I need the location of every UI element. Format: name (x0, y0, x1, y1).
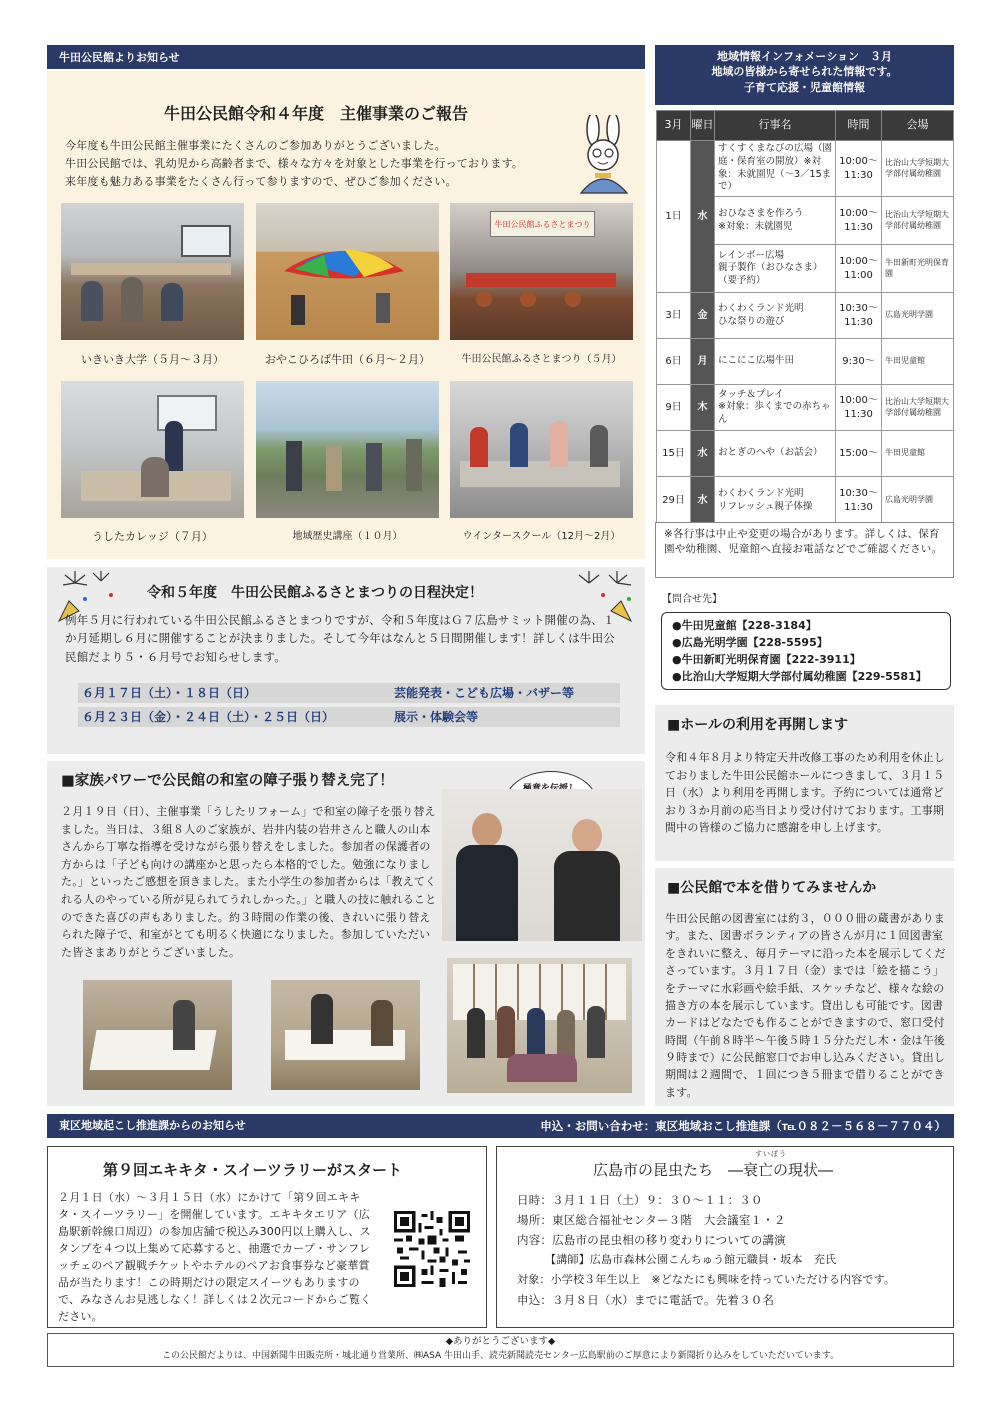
thanks-box (47, 1333, 954, 1367)
sweets-box (47, 1146, 487, 1328)
matsuri-banner: 牛田公民館ふるさとまつり (490, 211, 595, 237)
sweets-text: ２月１日（水）～３月１５日（水）にかけて「第９回エキキタ・スイーツラリー」を開催しています。エキキタエリア（広島駅新幹線口周辺）の参加店舗で税込み300円以上購入し、スタンプを４つ以上集めて応募すると、抽選でカープ・サンフレッチェのペア観戦チケットやホテルのペアお食事券など豪華賞品が当たります！この時期だけの限定スイーツもありますので、みなさんお見逃しなく！詳しくは２次元コードからご覧ください。 (58, 1191, 372, 1324)
thanks-title: ◆ありがとうございます◆ (445, 1336, 556, 1347)
event-name: タッチ＆プレイ ※対象：歩くまでの赤ちゃん (715, 385, 836, 431)
event-row (657, 339, 954, 385)
festival-row-2 (78, 707, 620, 727)
report-title: 牛田公民館令和４年度 主催事業のご報告 (164, 104, 469, 123)
col-event: 行事名 (715, 111, 836, 141)
event-row (657, 431, 954, 477)
event-place: 比治山大学短期大学部付属幼稚園 (882, 197, 954, 245)
event-time: 10:30～ 11:30 (836, 293, 882, 339)
event-row (657, 477, 954, 525)
event-time: 10:00～ 11:00 (836, 245, 882, 293)
festival-row-2-date: ６月２３日（金）・２４日（土）・２５日（日） (82, 710, 335, 724)
event-time: 10:00～ 11:30 (836, 197, 882, 245)
insects-line-1: 日時：３月１１日（土）９：３０～１１：３０ (517, 1193, 763, 1207)
hall-text: 令和４年８月より特定天井改修工事のため利用を休止しておりました牛田公民館ホールにつきまして、３月１５日（水）より利用を再開します。予約については通常どおり３か月前の応当日より受け付けております。工事期間中の皆様のご協力に感謝を申し上げます。 (665, 751, 945, 835)
festival-text: 例年５月に行われている牛田公民館ふるさとまつりですが、令和５年度はＧ７広島サミット開催の為、１か月延期し６月に開催することが決まりました。そして今年はなんと５日間開催します！詳しくは牛田公民館だより５・６月号でお知らせします。 (65, 613, 615, 664)
info-header (655, 45, 954, 105)
insects-line-6: 申込：３月８日（水）までに電話で。先着３０名 (517, 1293, 775, 1307)
photo-shoji-group (447, 958, 632, 1093)
caption-college: うしたカレッジ（７月） (92, 530, 213, 543)
event-dow: 木 (691, 385, 715, 431)
festival-row-1-date: ６月１７日（土）・１８日（日） (82, 686, 257, 700)
event-dow: 水 (691, 431, 715, 477)
contact-2: ●広島光明学園【228-5595】 (672, 636, 828, 649)
info-header-line-3: 子育て応援・児童館情報 (744, 80, 865, 94)
event-day: 15日 (657, 431, 691, 477)
shoji-text: ２月１９日（日）、主催事業「うしたリフォーム」で和室の障子を張り替えました。当日は、３組８人のご家族が、岩井内装の岩井さんと職人の山本さんから丁寧な指導を受けながら張り替えをしました。参加者の保護者の方からは「子ども向けの講座かと思ったら本格的でした。勉強になりました。」といったご感想を頂きました。また小学生の参加者からは「教えてくれる人のやっている所が見られてうれしかった。」と職人の技に触れることのできた喜びの声もありました。約３時間の作業の後、きれいに張り替えられた障子で、和室がとても明るく快適になりました。参加していただいた皆さまありがとうございました。 (61, 805, 437, 959)
event-day: 6日 (657, 339, 691, 385)
insects-box (496, 1146, 954, 1328)
east-bar (47, 1114, 954, 1138)
event-place: 比治山大学短期大学部付属幼稚園 (882, 141, 954, 197)
event-time: 10:00～ 11:30 (836, 385, 882, 431)
event-day: 29日 (657, 477, 691, 525)
event-row (657, 141, 954, 197)
festival-row-1 (78, 683, 620, 703)
event-dow: 月 (691, 339, 715, 385)
event-time: 10:00～ 11:30 (836, 141, 882, 197)
shoji-title: ■家族パワーで公民館の和室の障子張り替え完了！ (61, 773, 394, 789)
photo-craftsmen (442, 789, 642, 941)
caption-winter: ウインタースクール（12月～2月） (462, 531, 621, 542)
event-time: 15:00～ (836, 431, 882, 477)
hall-section (655, 705, 954, 861)
info-header-line-1: 地域情報インフォメーション ３月 (716, 50, 892, 63)
insects-ruby: すいぼう (755, 1150, 787, 1158)
books-section (655, 868, 954, 1106)
photo-shoji-work-2 (271, 980, 420, 1090)
insects-title: 広島市の昆虫たち ―衰亡の現状― (593, 1161, 834, 1179)
photo-ikiiki-daigaku (61, 203, 244, 340)
col-place: 会場 (882, 111, 954, 141)
contact-3: ●牛田新町光明保育園【222-3911】 (672, 653, 861, 666)
report-text-1: 今年度も牛田公民館主催事業にたくさんのご参加ありがとうございました。 (65, 139, 446, 152)
books-text: 牛田公民館の図書室には約３，０００冊の蔵書があります。また、図書ボランティアの皆さんが月に１回図書室をきれいに整え、毎月テーマに沿った本を展示してくださっています。３月１７日（金）までは「絵を描こう」をテーマに水彩画や絵手紙、スケッチなど、様々な絵の描き方の本を展示しています。貸出しも可能です。図書カードはどなたでも作ることができますので、窓口受付時間（午前８時半～午後５時１５分ただし木・金は午後９時まで）に公民館窓口でお申し込みください。貸出し期間は２週間で、１回につき５冊まで借りることができます。 (665, 912, 946, 1099)
event-name: すくすくまなびの広場（園庭・保育室の開放）※対象：未就園児（～3／15まで） (715, 141, 836, 197)
events-table-wrap (656, 110, 954, 525)
hall-title: ■ホールの利用を再開します (667, 717, 848, 733)
thanks-text: この公民館だよりは、中国新聞牛田販売所・城北通り営業所、㈱ASA 牛田山手、読売新聞読売センター広島駅前のご厚意により新聞折り込みをしていただいています。 (162, 1351, 839, 1361)
insects-line-4: 【講師】広島市森林公園こんちゅう館元職員・坂本 充氏 (517, 1253, 837, 1266)
east-bar-right: 申込・お問い合わせ：東区地域おこし推進課（℡０８２－５６８－７７０４） (540, 1119, 946, 1133)
event-name: わくわくランド光明 ひな祭りの遊び (715, 293, 836, 339)
event-row (657, 385, 954, 431)
event-place: 牛田児童館 (882, 431, 954, 477)
report-text-2: 牛田公民館では、乳幼児から高齢者まで、様々な方々を対象とした事業を行っております。 (65, 157, 524, 170)
events-table (656, 110, 954, 525)
event-day: 9日 (657, 385, 691, 431)
event-time: 9:30～ (836, 339, 882, 385)
contact-4: ●比治山大学短期大学部付属幼稚園【229-5581】 (672, 670, 927, 683)
event-dow: 金 (691, 293, 715, 339)
festival-row-1-event: 芸能発表・こども広場・バザー等 (394, 686, 575, 700)
rabbit-mascot-icon (569, 115, 639, 195)
caption-ikiiki: いきいき大学（５月～３月） (81, 353, 224, 366)
books-title: ■公民館で本を借りてみませんか (667, 880, 877, 896)
event-place: 広島光明学園 (882, 477, 954, 525)
event-name: レインボー広場 親子製作（おひなさま） （要予約） (715, 245, 836, 293)
event-day: 3日 (657, 293, 691, 339)
sweets-title: 第９回エキキタ・スイーツラリーがスタート (103, 1161, 402, 1179)
caption-rekishi: 地域歴史講座（１０月） (292, 531, 403, 542)
event-name: わくわくランド光明 リフレッシュ親子体操 (715, 477, 836, 525)
festival-row-2-event: 展示・体験会等 (394, 710, 479, 724)
festival-title: 令和５年度 牛田公民館ふるさとまつりの日程決定！ (147, 585, 483, 601)
photo-oyako-hiroba (256, 203, 439, 340)
insects-line-3: 内容：広島市の昆虫相の移り変わりについての講演 (517, 1233, 786, 1247)
info-header-line-2: 地域の皆様から寄せられた情報です。 (711, 65, 898, 79)
col-dow: 曜日 (691, 111, 715, 141)
events-note: ※各行事は中止や変更の場合があります。詳しくは、保育園や幼稚園、児童館へ直接お電話などでご確認ください。 (664, 528, 943, 556)
events-note-box (655, 522, 954, 578)
event-name: にこにこ広場牛田 (715, 339, 836, 385)
event-dow: 水 (691, 477, 715, 525)
shoji-section (47, 761, 645, 1106)
event-dow: 水 (691, 141, 715, 293)
contact-title: 【問合せ先】 (662, 594, 722, 605)
event-place: 牛田新町光明保育園 (882, 245, 954, 293)
contact-box (661, 612, 951, 690)
event-name: おひなさまを作ろう ※対象：未就園児 (715, 197, 836, 245)
insects-line-2: 場所：東区総合福祉センター３階 大会議室１・２ (517, 1213, 786, 1227)
event-place: 牛田児童館 (882, 339, 954, 385)
caption-furusato: 牛田公民館ふるさとまつり（５月） (461, 354, 622, 365)
photo-shoji-work-1 (83, 980, 232, 1090)
photo-furusato-matsuri (450, 203, 633, 340)
report-text-3: 来年度も魅力ある事業をたくさん行って参りますので、ぜひご参加ください。 (65, 175, 457, 188)
event-row (657, 293, 954, 339)
festival-section (47, 567, 645, 754)
qr-code-icon[interactable] (394, 1211, 470, 1287)
event-name: おとぎのへや（お話会） (715, 431, 836, 477)
event-place: 比治山大学短期大学部付属幼稚園 (882, 385, 954, 431)
photo-ushita-college (61, 381, 244, 518)
insects-line-5: 対象：小学校３年生以上 ※どなたにも興味を持っていただける内容です。 (517, 1273, 896, 1286)
photo-winter-school (450, 381, 633, 518)
contact-1: ●牛田児童館【228-3184】 (672, 619, 817, 632)
photo-chiiki-rekishi (256, 381, 439, 518)
section-header-ushita: 牛田公民館よりお知らせ (47, 45, 645, 69)
event-time: 10:30～ 11:30 (836, 477, 882, 525)
report-section (47, 71, 645, 559)
col-time: 時間 (836, 111, 882, 141)
col-month: 3月 (657, 111, 691, 141)
event-place: 広島光明学園 (882, 293, 954, 339)
event-day: 1日 (657, 141, 691, 293)
east-bar-left: 東区地域起こし推進課からのお知らせ (59, 1119, 246, 1132)
caption-oyako: おやこひろば牛田（６月～２月） (265, 353, 430, 366)
